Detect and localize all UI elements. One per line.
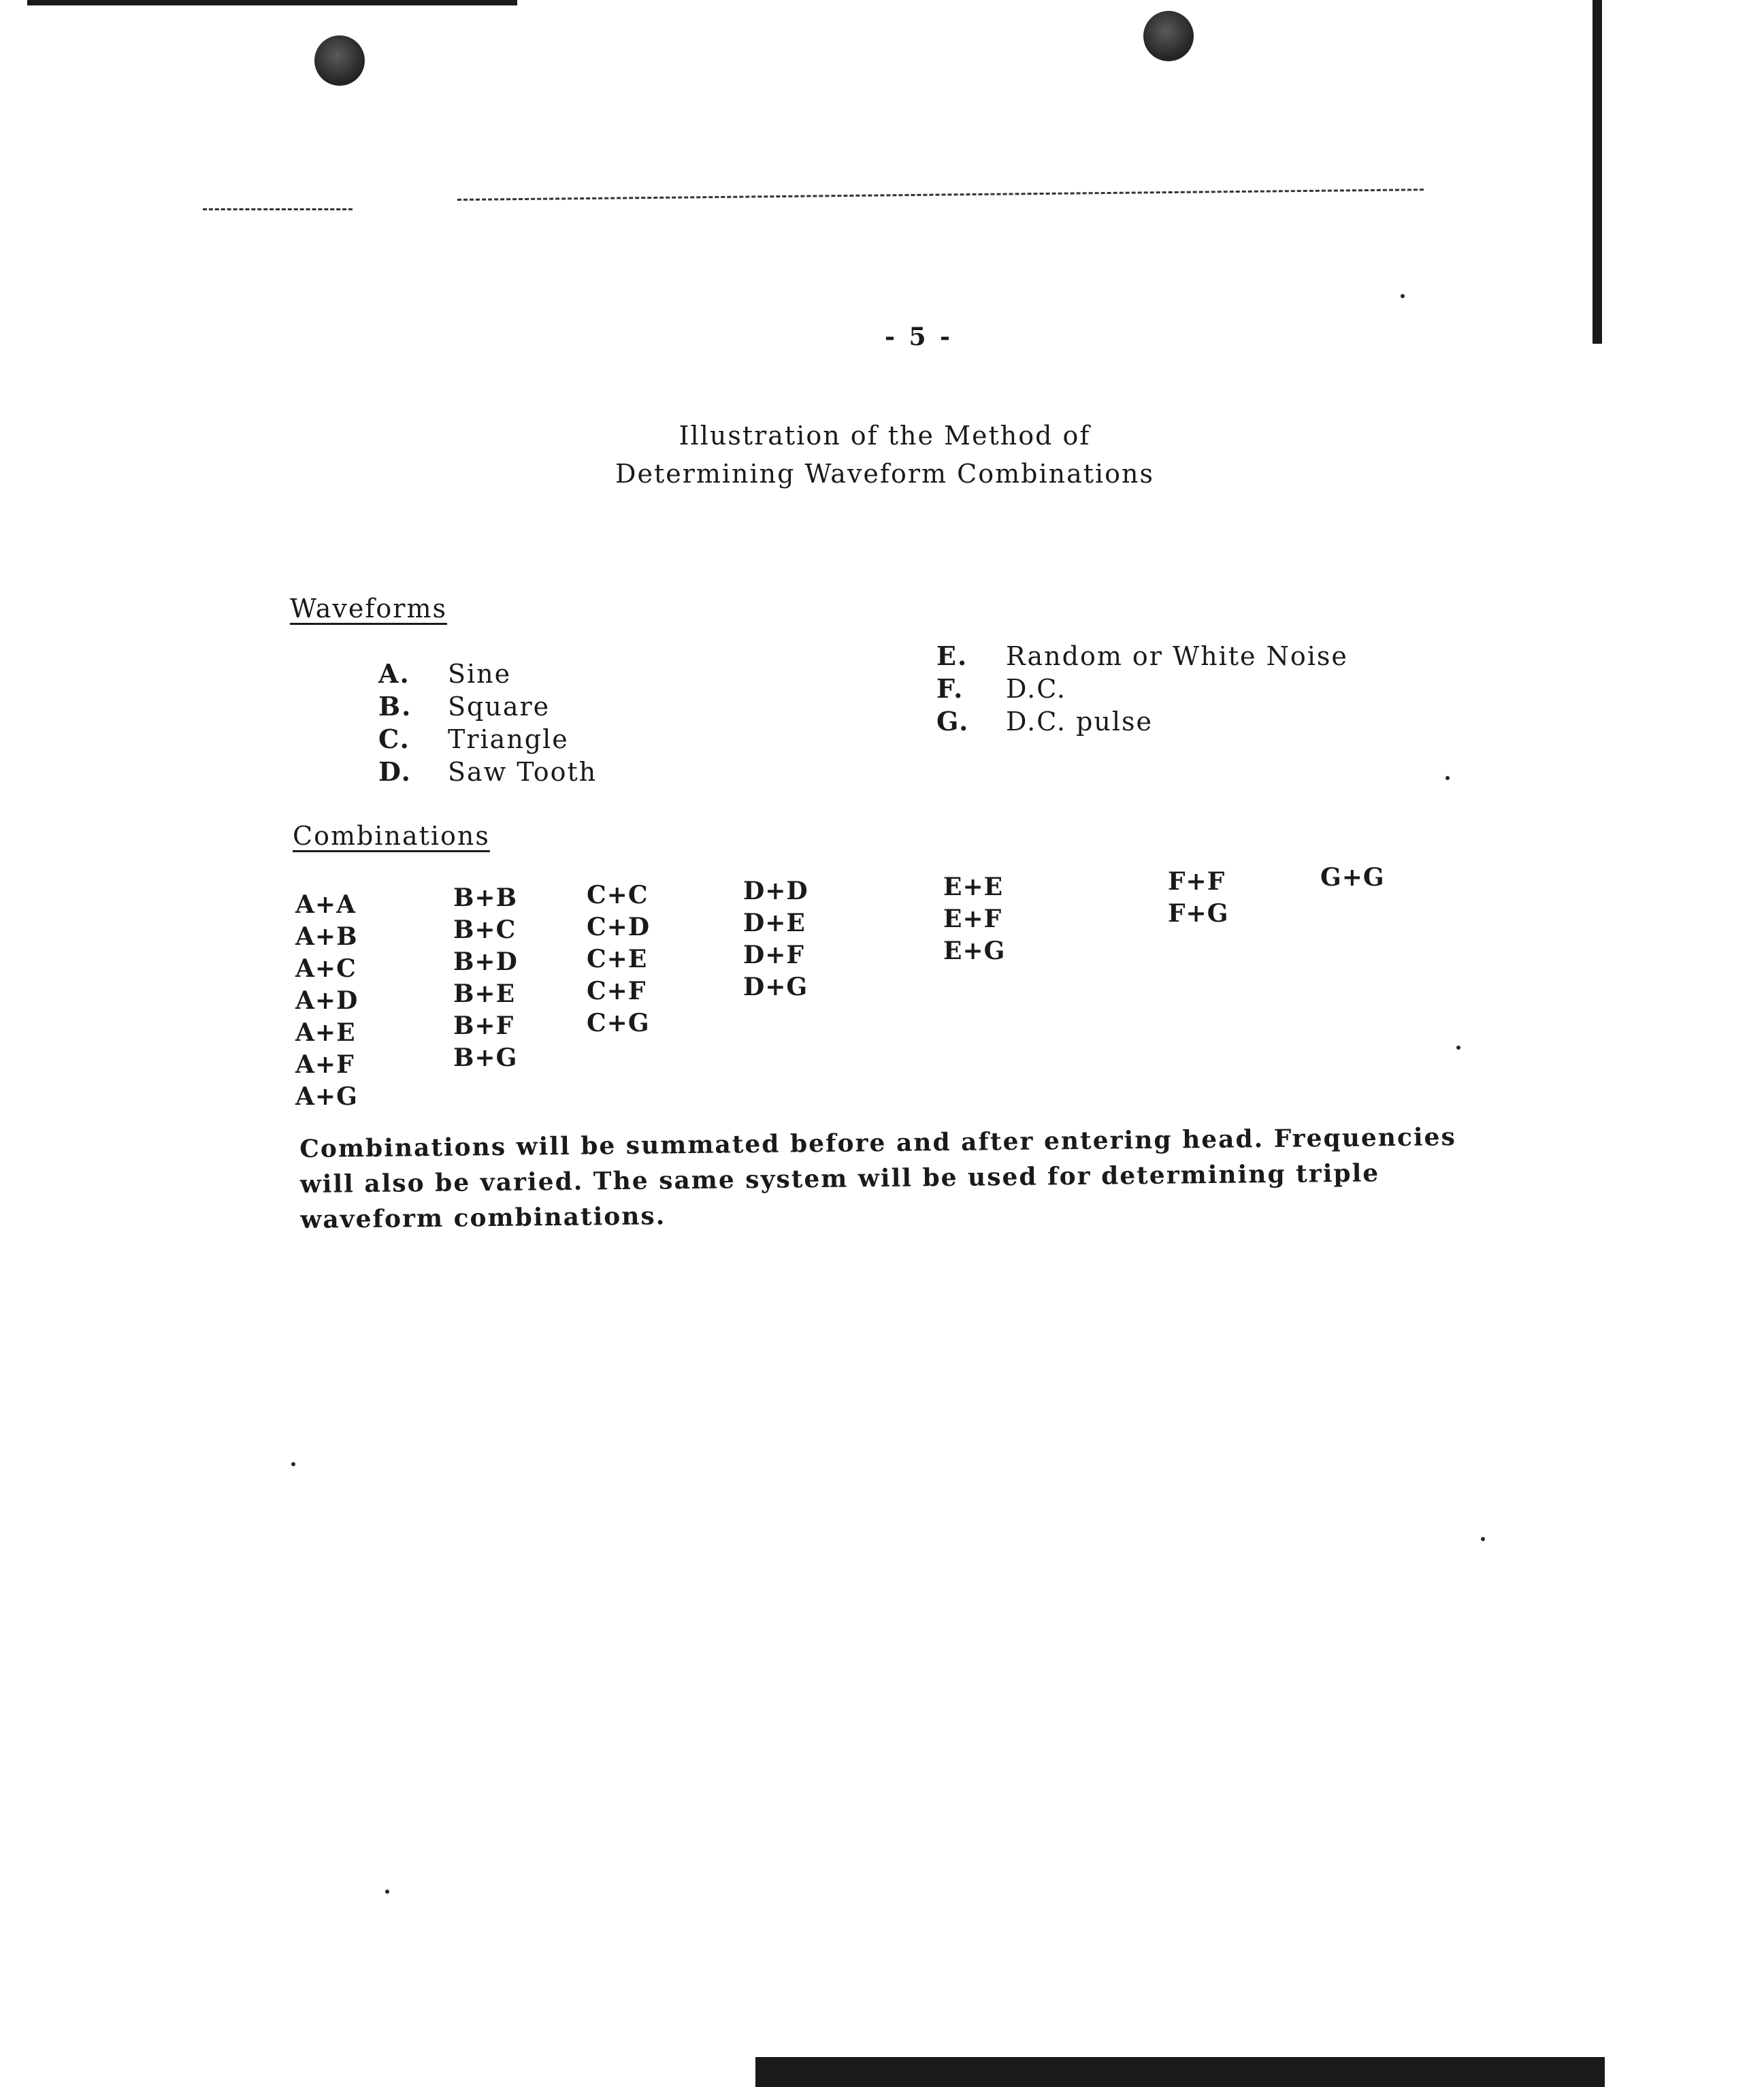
waveform-name: Triangle	[448, 724, 569, 754]
combination-item: F+G	[1168, 899, 1229, 928]
combination-column-b	[453, 882, 518, 1074]
combination-item: E+G	[943, 937, 1006, 965]
combination-column-c	[587, 879, 650, 1039]
combination-column-e	[943, 871, 1005, 967]
combination-item: F+F	[1168, 867, 1226, 896]
waveforms-heading: Waveforms	[290, 594, 448, 624]
waveform-name: Sine	[448, 659, 512, 689]
punch-hole-right	[1143, 11, 1194, 61]
waveform-name: Random or White Noise	[1006, 641, 1348, 671]
scan-speck	[385, 1890, 389, 1894]
waveform-item	[378, 723, 597, 756]
combination-item: D+F	[743, 941, 804, 969]
scan-dashed-line-main	[457, 189, 1424, 201]
waveform-item	[378, 658, 597, 690]
scan-bottom-bar	[755, 2057, 1605, 2087]
combination-item: B+G	[453, 1044, 518, 1072]
summary-paragraph	[299, 1119, 1471, 1237]
scan-right-edge	[1592, 0, 1602, 344]
combination-item: C+E	[587, 945, 648, 973]
waveform-letter: D.	[378, 756, 412, 787]
summary-line: will also be varied. The same system will be used for determining triple	[299, 1159, 1380, 1199]
waveform-item	[378, 690, 597, 723]
waveform-letter: G.	[936, 706, 970, 737]
combination-column-a	[295, 889, 358, 1113]
summary-line: waveform combinations.	[300, 1201, 666, 1234]
waveform-name: Saw Tooth	[448, 757, 598, 787]
combination-item: B+D	[453, 948, 518, 976]
waveform-item	[378, 756, 597, 788]
scan-speck	[291, 1462, 295, 1466]
combinations-heading: Combinations	[293, 821, 490, 851]
combination-column-f	[1168, 866, 1228, 930]
title-line-1: Illustration of the Method of	[679, 421, 1091, 451]
waveform-item	[936, 640, 1348, 673]
scan-speck	[1401, 294, 1405, 298]
combination-item: E+E	[943, 873, 1004, 901]
combination-item: A+E	[295, 1018, 356, 1047]
combination-item: A+D	[295, 986, 359, 1015]
combination-item: G+G	[1320, 863, 1385, 892]
waveforms-list-right	[936, 640, 1348, 738]
combination-item: C+F	[587, 977, 647, 1005]
combination-column-g	[1320, 862, 1385, 894]
scan-speck	[1481, 1537, 1485, 1541]
waveform-item	[936, 673, 1348, 705]
combination-item: A+F	[295, 1050, 355, 1079]
combination-item: A+A	[295, 890, 357, 919]
summary-line: Combinations will be summated before and after entering head. Frequencies	[299, 1122, 1456, 1163]
waveform-letter: F.	[936, 673, 964, 704]
scan-top-bar	[27, 0, 517, 5]
combination-item: D+E	[743, 909, 806, 937]
scan-dashed-line-left	[203, 208, 353, 210]
combination-item: C+D	[587, 913, 651, 941]
waveform-letter: E.	[936, 641, 968, 671]
page-title	[544, 417, 1225, 493]
combination-item: D+D	[743, 877, 808, 905]
combination-item: E+F	[943, 905, 1002, 933]
combination-item: C+C	[587, 881, 649, 909]
combination-item: B+C	[453, 916, 517, 944]
title-line-2: Determining Waveform Combinations	[615, 459, 1155, 489]
waveform-name: D.C.	[1006, 674, 1066, 704]
combination-item: B+B	[453, 884, 518, 912]
waveform-item	[936, 705, 1348, 738]
punch-hole-left	[314, 35, 365, 86]
combination-item: A+C	[295, 954, 357, 983]
page-number: - 5 -	[885, 323, 953, 351]
scan-speck	[1446, 776, 1450, 780]
combination-item: A+G	[295, 1082, 358, 1111]
combination-item: B+E	[453, 980, 516, 1008]
combination-item: C+G	[587, 1009, 650, 1037]
waveform-name: Square	[448, 692, 551, 722]
combination-item: D+G	[743, 973, 808, 1001]
combination-column-d	[743, 875, 808, 1003]
waveform-name: D.C. pulse	[1006, 707, 1154, 737]
waveform-letter: B.	[378, 691, 412, 722]
waveforms-list-left	[378, 658, 597, 788]
scan-speck	[1456, 1046, 1460, 1050]
combination-item: A+B	[295, 922, 358, 951]
waveform-letter: A.	[378, 658, 410, 689]
combination-item: B+F	[453, 1012, 514, 1040]
waveform-letter: C.	[378, 724, 410, 754]
